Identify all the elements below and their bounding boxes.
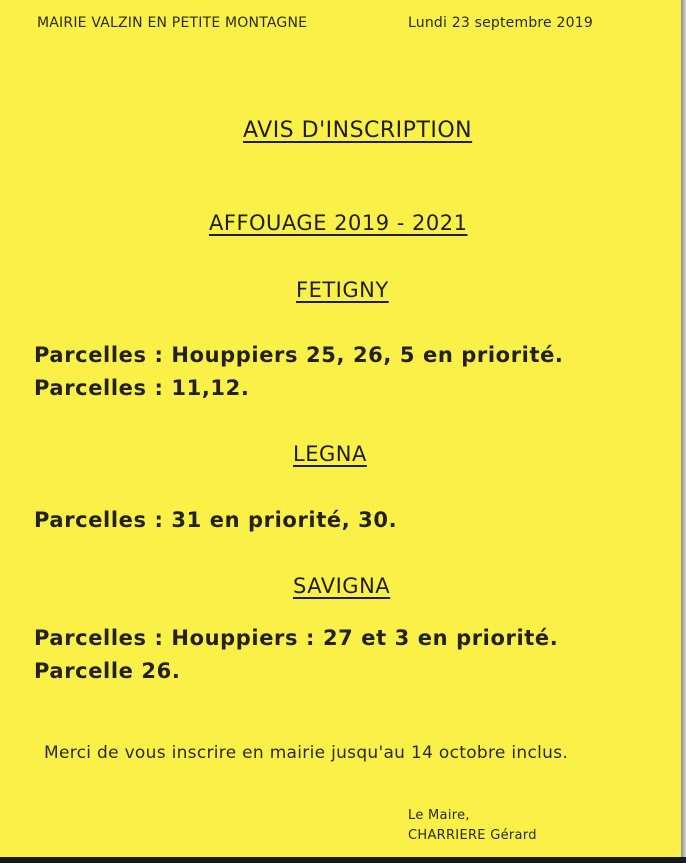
signature-role: Le Maire, <box>408 808 470 823</box>
section-heading-fetigny: FETIGNY <box>296 278 389 302</box>
notice-date: Lundi 23 septembre 2019 <box>408 15 593 31</box>
affouage-subtitle: AFFOUAGE 2019 - 2021 <box>209 211 468 235</box>
scan-edge-right <box>681 0 686 863</box>
section-heading-savigna: SAVIGNA <box>293 574 391 598</box>
mairie-name: MAIRIE VALZIN EN PETITE MONTAGNE <box>37 15 308 31</box>
page-title: AVIS D'INSCRIPTION <box>243 118 473 143</box>
section-heading-legna: LEGNA <box>293 442 367 466</box>
legna-line-1: Parcelles : 31 en priorité, 30. <box>34 508 398 532</box>
signature-name: CHARRIERE Gérard <box>408 828 537 843</box>
fetigny-line-2: Parcelles : 11,12. <box>34 376 250 400</box>
registration-notice: Merci de vous inscrire en mairie jusqu'au 14 octobre inclus. <box>44 743 569 763</box>
fetigny-line-1: Parcelles : Houppiers 25, 26, 5 en priorité. <box>34 343 564 367</box>
savigna-line-1: Parcelles : Houppiers : 27 et 3 en priorité. <box>34 626 559 650</box>
savigna-line-2: Parcelle 26. <box>34 659 181 683</box>
scan-edge-bottom <box>0 857 686 863</box>
